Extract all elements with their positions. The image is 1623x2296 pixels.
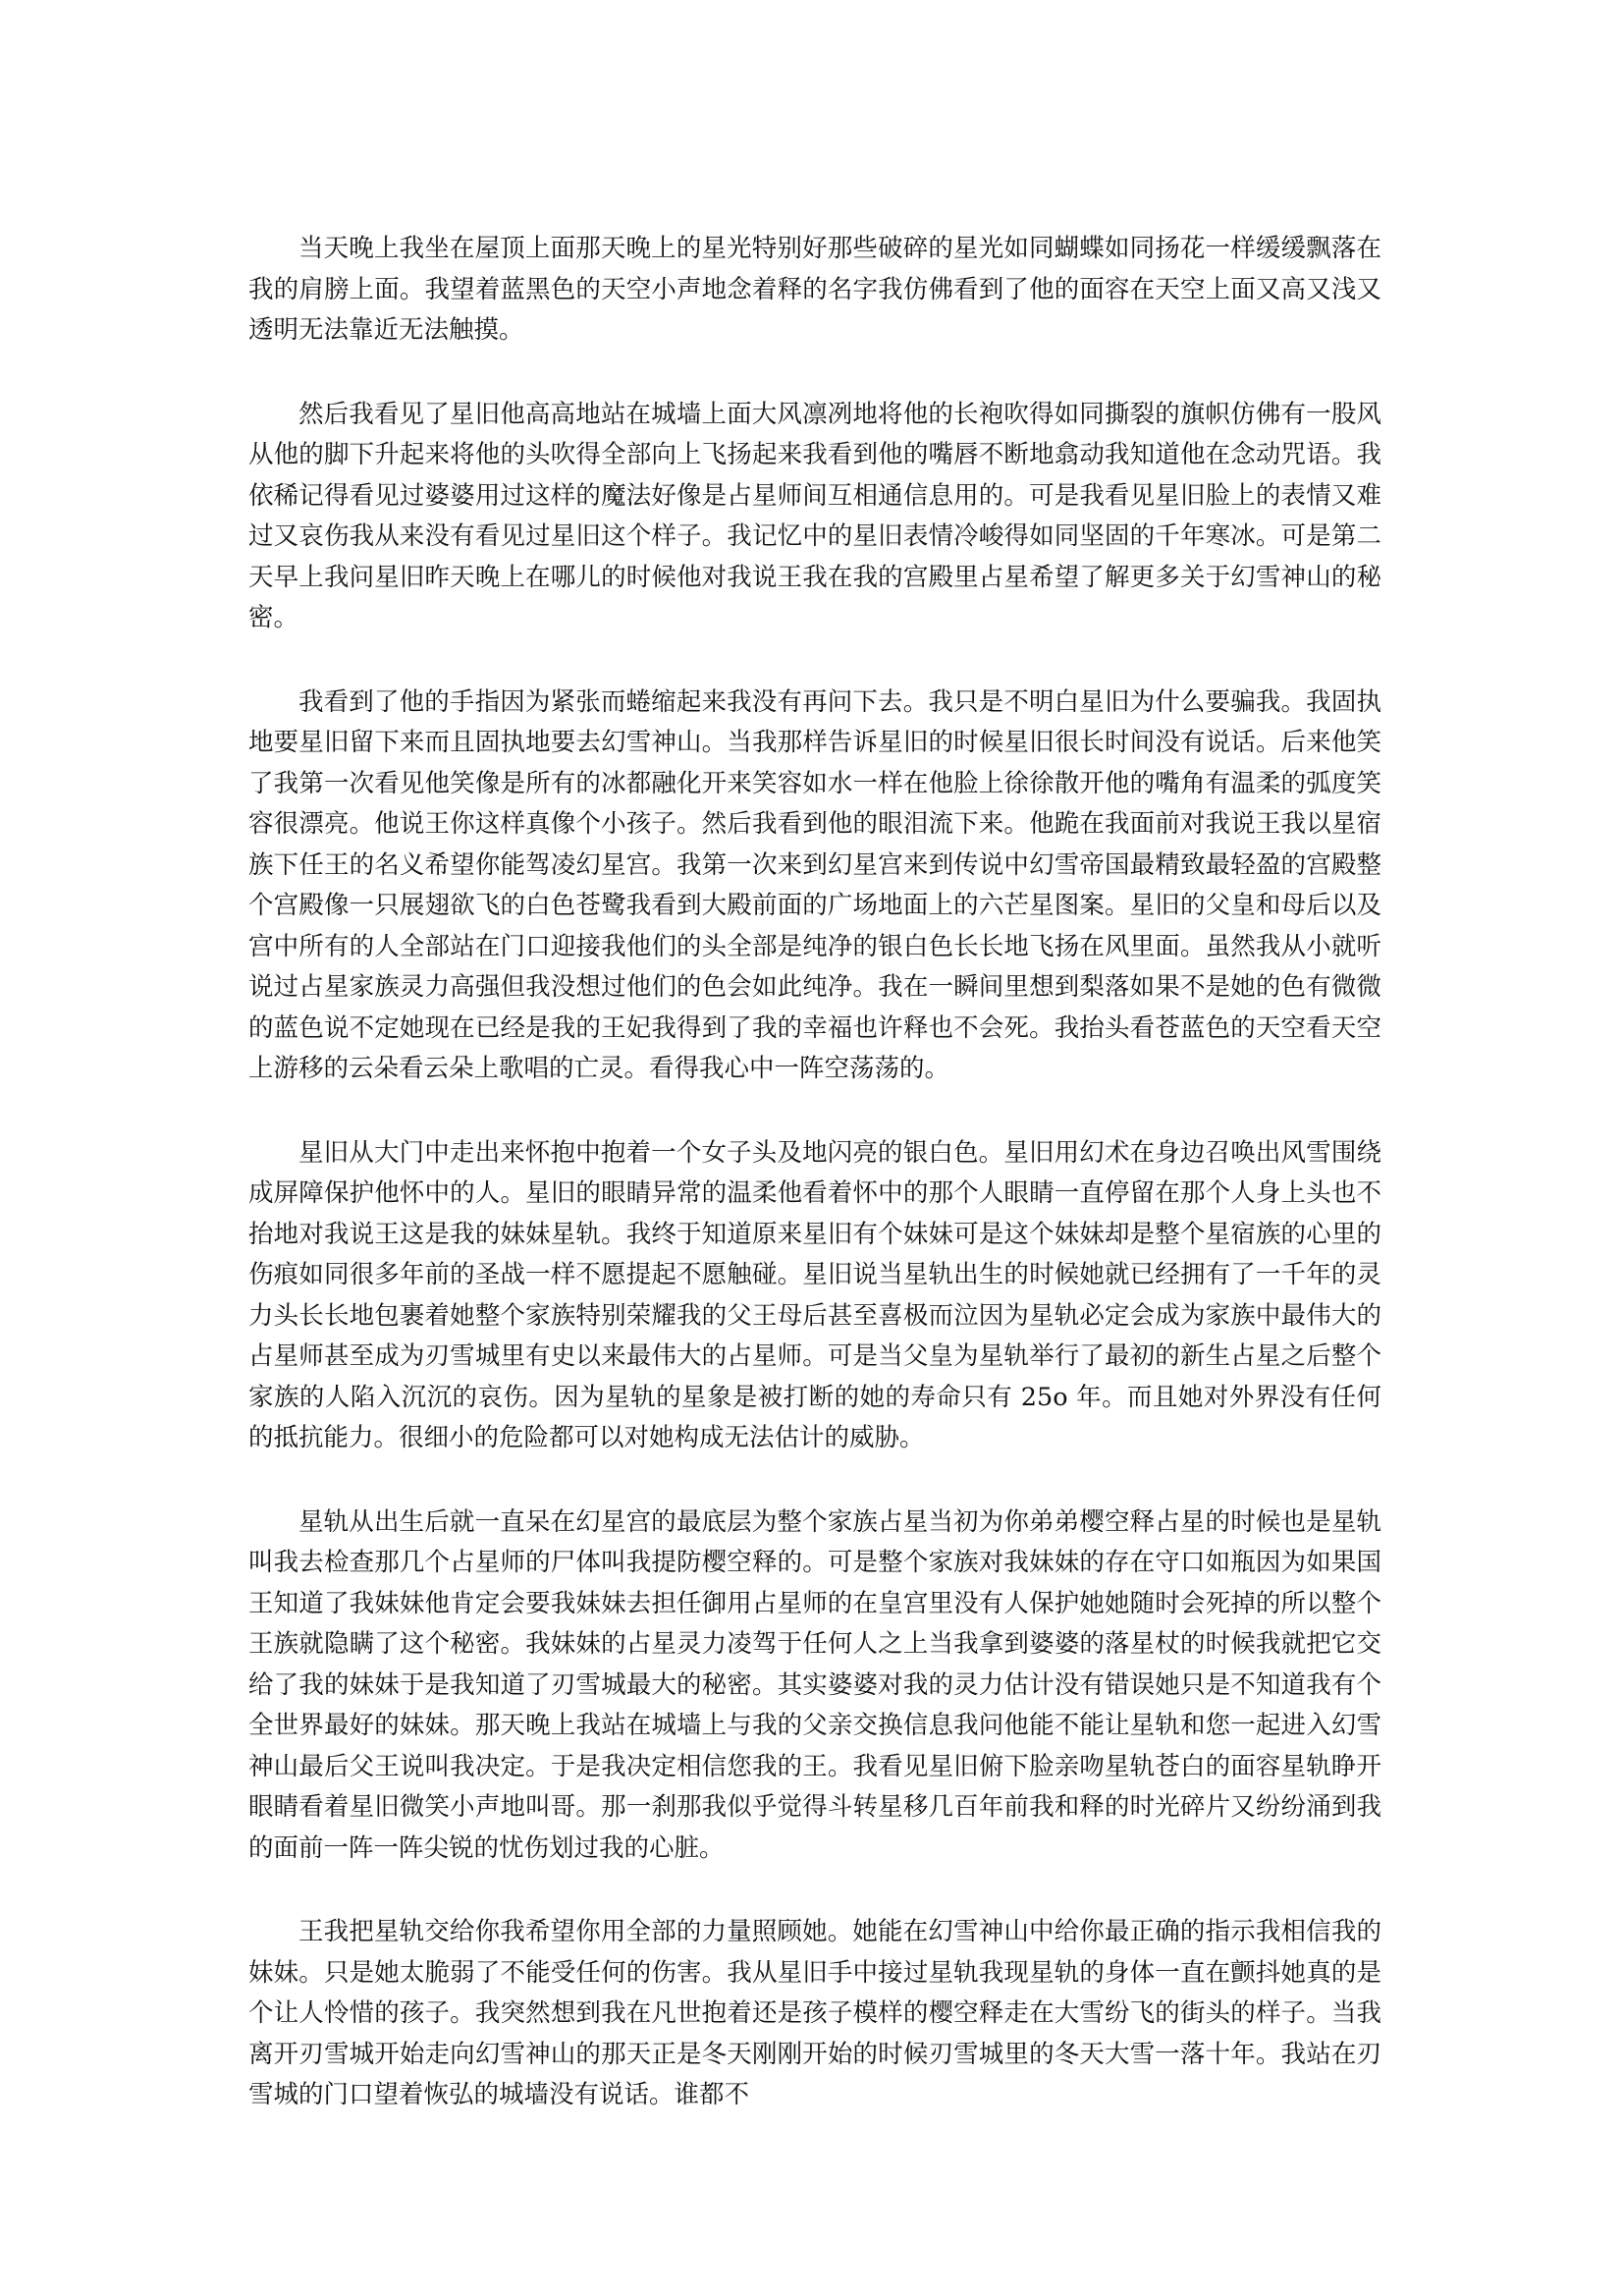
paragraph-2: 然后我看见了星旧他高高地站在城墙上面大风凛冽地将他的长袍吹得如同撕裂的旗帜仿佛有一股风从他的脚下升起来将他的头吹得全部向上飞扬起来我看到他的嘴唇不断地翕动我知道他在念动咒语。我依稀记得看见过婆婆用过这样的魔法好像是占星师间互相通信息用的。可是我看见星旧脸上的表情又难过又哀伤我从来没有看见过星旧这个样子。我记忆中的星旧表情冷峻得如同坚固的千年寒冰。可是第二天早上我问星旧昨天晚上在哪儿的时候他对我说王我在我的宫殿里占星希望了解更多关于幻雪神山的秘密。: [248, 399, 1381, 632]
paragraph-6: 王我把星轨交给你我希望你用全部的力量照顾她。她能在幻雪神山中给你最正确的指示我相信我的妹妹。只是她太脆弱了不能受任何的伤害。我从星旧手中接过星轨我现星轨的身体一直在颤抖她真的是个让人怜惜的孩子。我突然想到我在凡世抱着还是孩子模样的樱空释走在大雪纷飞的街头的样子。当我离开刃雪城开始走向幻雪神山的那天正是冬天刚刚开始的时候刃雪城里的冬天大雪一落十年。我站在刃雪城的门口望着恢弘的城墙没有说话。谁都不: [248, 1917, 1381, 2109]
paragraph-4: 星旧从大门中走出来怀抱中抱着一个女子头及地闪亮的银白色。星旧用幻术在身边召唤出风雪围绕成屏障保护他怀中的人。星旧的眼睛异常的温柔他看着怀中的那个人眼睛一直停留在那个人身上头也不抬地对我说王这是我的妹妹星轨。我终于知道原来星旧有个妹妹可是这个妹妹却是整个星宿族的心里的伤痕如同很多年前的圣战一样不愿提起不愿触碰。星旧说当星轨出生的时候她就已经拥有了一千年的灵力头长长地包裹着她整个家族特别荣耀我的父王母后甚至喜极而泣因为星轨必定会成为家族中最伟大的占星师甚至成为刃雪城里有史以来最伟大的占星师。可是当父皇为星轨举行了最初的新生占星之后整个家族的人陷入沉沉的哀伤。因为星轨的星象是被打断的她的寿命只有 25o 年。而且她对外界没有任何的抵抗能力。很细小的危险都可以对她构成无法估计的威胁。: [248, 1137, 1381, 1452]
paragraph-5: 星轨从出生后就一直呆在幻星宫的最底层为整个家族占星当初为你弟弟樱空释占星的时候也是星轨叫我去检查那几个占星师的尸体叫我提防樱空释的。可是整个家族对我妹妹的存在守口如瓶因为如果国王知道了我妹妹他肯定会要我妹妹去担任御用占星师的在皇宫里没有人保护她她随时会死掉的所以整个王族就隐瞒了这个秘密。我妹妹的占星灵力凌驾于任何人之上当我拿到婆婆的落星杖的时候我就把它交给了我的妹妹于是我知道了刃雪城最大的秘密。其实婆婆对我的灵力估计没有错误她只是不知道我有个全世界最好的妹妹。那天晚上我站在城墙上与我的父亲交换信息我问他能不能让星轨和您一起进入幻雪神山最后父王说叫我决定。于是我决定相信您我的王。我看见星旧俯下脸亲吻星轨苍白的面容星轨睁开眼睛看着星旧微笑小声地叫哥。那一刹那我似乎觉得斗转星移几百年前我和释的时光碎片又纷纷涌到我的面前一阵一阵尖锐的忧伤划过我的心脏。: [248, 1506, 1381, 1863]
paragraph-3: 我看到了他的手指因为紧张而蜷缩起来我没有再问下去。我只是不明白星旧为什么要骗我。我固执地要星旧留下来而且固执地要去幻雪神山。当我那样告诉星旧的时候星旧很长时间没有说话。后来他笑了我第一次看见他笑像是所有的冰都融化开来笑容如水一样在他脸上徐徐散开他的嘴角有温柔的弧度笑容很漂亮。他说王你这样真像个小孩子。然后我看到他的眼泪流下来。他跪在我面前对我说王我以星宿族下任王的名义希望你能驾凌幻星宫。我第一次来到幻星宫来到传说中幻雪帝国最精致最轻盈的宫殿整个宫殿像一只展翅欲飞的白色苍鹭我看到大殿前面的广场地面上的六芒星图案。星旧的父皇和母后以及宫中所有的人全部站在门口迎接我他们的头全部是纯净的银白色长长地飞扬在风里面。虽然我从小就听说过占星家族灵力高强但我没想过他们的色会如此纯净。我在一瞬间里想到梨落如果不是她的色有微微的蓝色说不定她现在已经是我的王妃我得到了我的幸福也许释也不会死。我抬头看苍蓝色的天空看天空上游移的云朵看云朵上歌唱的亡灵。看得我心中一阵空荡荡的。: [248, 686, 1381, 1083]
paragraph-1: 当天晚上我坐在屋顶上面那天晚上的星光特别好那些破碎的星光如同蝴蝶如同扬花一样缓缓飘落在我的肩膀上面。我望着蓝黑色的天空小声地念着释的名字我仿佛看到了他的面容在天空上面又高又浅又透明无法靠近无法触摸。: [248, 234, 1381, 345]
document-body: [248, 229, 1381, 2159]
